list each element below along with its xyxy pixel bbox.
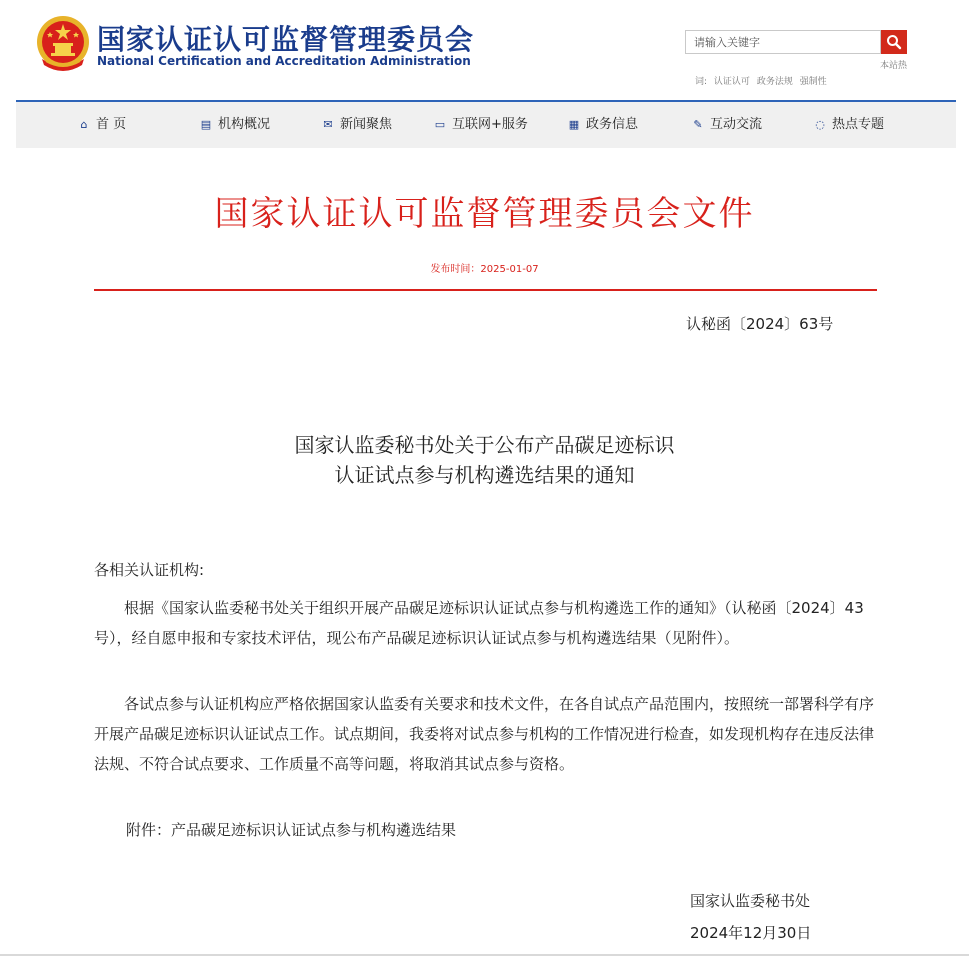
notice-title xyxy=(0,430,969,490)
nav-item-internet-service[interactable] xyxy=(432,102,528,148)
hot-word-link[interactable]: 政务法规 xyxy=(756,77,793,87)
nav-item-hot-topics[interactable] xyxy=(812,102,884,148)
megaphone-icon: ✉ xyxy=(323,118,333,131)
search-input[interactable] xyxy=(686,32,880,54)
site-only-label: 本站热 xyxy=(880,61,908,71)
org-icon: ▤ xyxy=(200,118,212,131)
nav-item-news[interactable] xyxy=(320,102,392,148)
nav-item-label: 新闻聚焦 xyxy=(340,117,393,132)
search-button[interactable] xyxy=(881,30,907,54)
nav-item-label: 政务信息 xyxy=(586,117,639,132)
nav-item-interaction[interactable] xyxy=(690,102,762,148)
hot-word-link[interactable]: 认证认可 xyxy=(713,77,750,87)
nav-item-label: 互联网+服务 xyxy=(452,117,528,132)
nav-item-about[interactable] xyxy=(198,102,270,148)
document-number: 认秘函〔2024〕63号 xyxy=(686,315,834,333)
attachment-link[interactable]: 附件：产品碳足迹标识认证试点参与机构遴选结果 xyxy=(126,821,457,839)
hot-word-link[interactable]: 强制性 xyxy=(799,77,827,87)
salutation: 各相关认证机构: xyxy=(94,561,205,579)
body-paragraph: 各试点参与认证机构应严格依据国家认监委有关要求和技术文件，在各自试点产品范围内，按照统一部署科学有序开展产品碳足迹标识认证试点工作。试点期间，我委将对试点参与机构的工作情况进行检查，如发现机构存在违反法律法规、不符合试点要求、工作质量不高等问题，将取消其试点参与资格。 xyxy=(94,695,875,773)
main-nav xyxy=(16,102,956,148)
chat-icon: ◌ xyxy=(815,118,825,131)
search-icon xyxy=(886,34,902,50)
body-paragraph: 根据《国家认监委秘书处关于组织开展产品碳足迹标识认证试点参与机构遴选工作的通知》（认秘函〔2024〕43号），经自愿申报和专家技术评估，现公布产品碳足迹标识认证试点参与机构遴选结果（见附件）。 xyxy=(94,599,864,647)
notice-title-line: 认证试点参与机构遴选结果的通知 xyxy=(334,463,635,487)
nav-item-label: 首 页 xyxy=(96,117,127,132)
nav-item-label: 互动交流 xyxy=(710,117,763,132)
signature-org: 国家认监委秘书处 xyxy=(690,892,811,910)
info-icon: ▦ xyxy=(568,118,580,131)
document-title: 国家认证认可监督管理委员会文件 xyxy=(214,194,755,234)
nav-item-label: 机构概况 xyxy=(218,117,271,132)
hot-words xyxy=(695,74,831,87)
edit-icon: ✎ xyxy=(693,118,703,131)
hot-words-label: 词: xyxy=(695,77,708,87)
home-icon: ⌂ xyxy=(80,118,88,131)
notice-title-line: 国家认监委秘书处关于公布产品碳足迹标识 xyxy=(294,433,675,457)
search-box xyxy=(685,30,881,54)
publish-time: 发布时间：2025-01-07 xyxy=(430,264,539,275)
monitor-icon: ▭ xyxy=(434,118,446,131)
org-name-cn[interactable]: 国家认证认可监督管理委员会 xyxy=(97,23,475,56)
org-name-en[interactable]: National Certification and Accreditation Administration xyxy=(97,54,471,68)
signature-date: 2024年12月30日 xyxy=(690,924,812,942)
nav-item-label: 热点专题 xyxy=(832,117,885,132)
national-emblem-icon xyxy=(36,15,90,73)
red-divider xyxy=(94,289,877,291)
site-header xyxy=(0,0,969,100)
nav-item-gov-info[interactable] xyxy=(566,102,638,148)
nav-item-home[interactable] xyxy=(76,102,126,148)
